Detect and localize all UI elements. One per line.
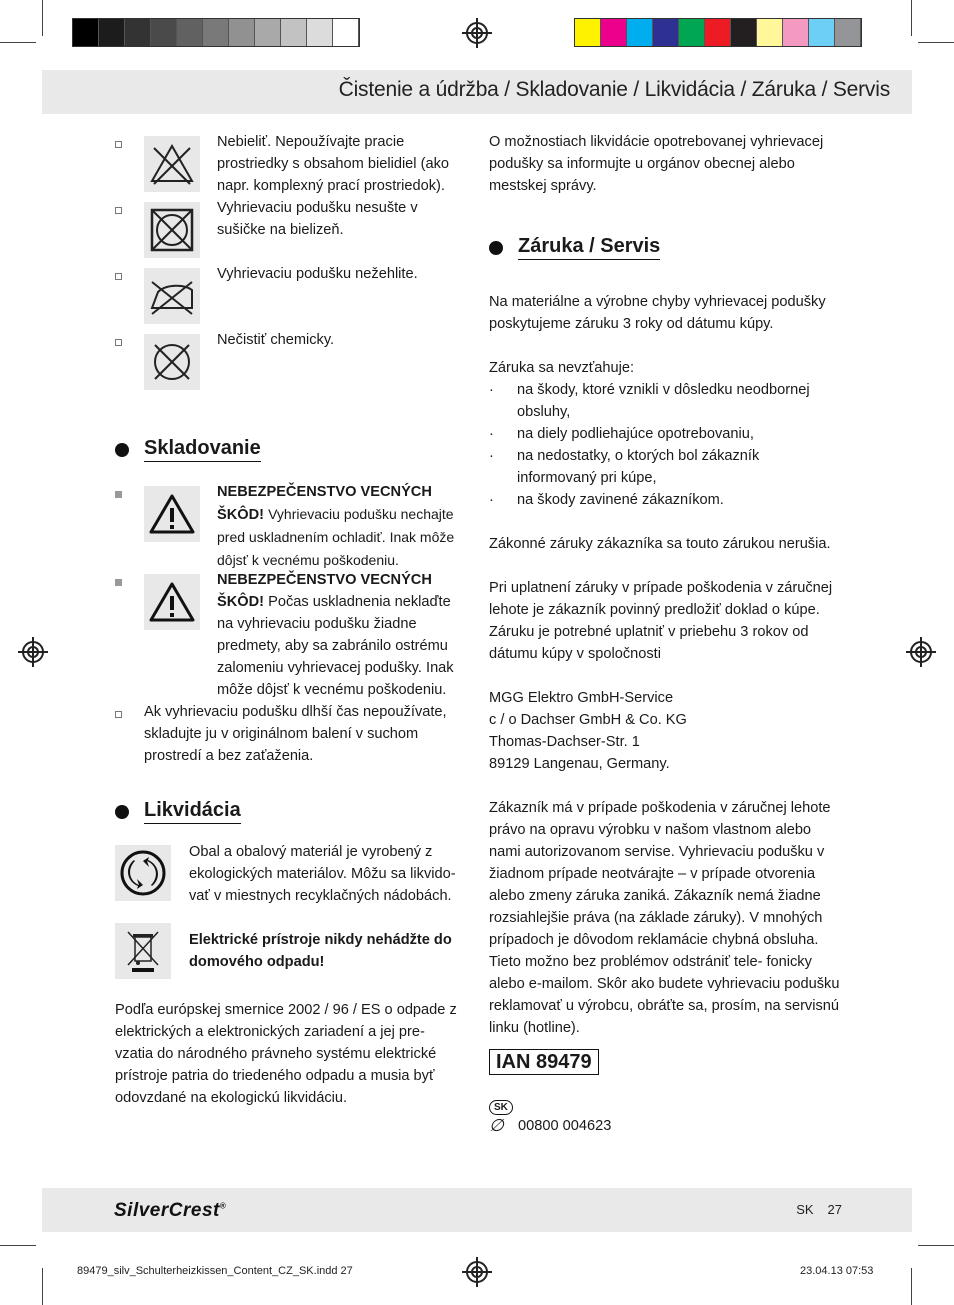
disposal-info-text: O možnostiach likvidácie opotrebovanej vyhrievacej podušky sa informujte u orgánov obecnej alebo mestskej správy. xyxy=(489,134,824,194)
country-badge: SK xyxy=(489,1100,513,1115)
warning-text: NEBEZPEČENSTVO VECNÝCH ŠKÔD! Vyhrievaciu podušku nechajte pred uskladnením ochladiť. Inak môže dôjsť k vecnému poškodeniu. xyxy=(217,484,455,568)
crop-mark xyxy=(911,0,912,36)
green-dot-recycling-icon xyxy=(115,845,171,901)
color-swatch xyxy=(705,19,731,46)
color-swatch xyxy=(835,19,861,46)
bullet xyxy=(115,491,122,498)
color-swatch xyxy=(731,19,757,46)
gray-calibration-bar xyxy=(72,18,360,47)
header-band xyxy=(42,70,912,114)
crop-mark xyxy=(918,1245,954,1246)
address-line: MGG Elektro GmbH-Service xyxy=(489,690,674,706)
color-swatch xyxy=(783,19,809,46)
slug-file: 89479_silv_Schulterheizkissen_Content_CZ_SK.indd 27 xyxy=(77,1265,353,1277)
color-swatch xyxy=(679,19,705,46)
gray-swatch xyxy=(125,19,151,46)
exclusions-list xyxy=(489,379,841,511)
bullet: · xyxy=(489,426,494,442)
section-heading-warranty: Záruka / Servis xyxy=(489,235,841,265)
care-text: Nebieliť. Nepoužívajte pracie prostriedky s obsahom bielidiel (ako napr. komplexný prací prostriedok). xyxy=(217,134,449,194)
page-title: Čistenie a údržba / Skladovanie / Likvidácia / Záruka / Servis xyxy=(338,78,890,101)
bullet xyxy=(115,141,122,148)
color-swatch xyxy=(757,19,783,46)
slug-date: 23.04.13 07:53 xyxy=(800,1265,874,1277)
no-dry-clean-icon xyxy=(144,334,200,390)
gray-swatch xyxy=(333,19,359,46)
country-badge-row xyxy=(489,1097,841,1115)
color-calibration-bar xyxy=(574,18,862,47)
crossed-bin-icon xyxy=(115,923,171,979)
left-column xyxy=(115,131,467,1109)
bullet-dot-icon xyxy=(115,443,129,457)
crop-mark xyxy=(918,42,954,43)
warning-text: NEBEZPEČENSTVO VECNÝCH ŠKÔD! Počas uskladnenia neklaďte na vyhrievaciu podušku žiadne predmety, aby sa zabránilo ostrému zalomeniu vyhrievacej podušky. Inak môže dôjsť k vecnému poškodeniu. xyxy=(217,572,454,698)
phone-icon: ∅ xyxy=(489,1116,504,1135)
crop-mark xyxy=(42,1268,43,1305)
exclusion-item: · na škody, ktoré vznikli v dôsledku neodbornej obsluhy, xyxy=(489,379,841,423)
care-text: Nečistiť chemicky. xyxy=(217,332,335,348)
address-line: Thomas-Dachser-Str. 1 xyxy=(489,734,640,750)
care-item-no-dry-clean xyxy=(115,329,467,437)
care-text: Vyhrievaciu podušku nesušte v sušičke na bielizeň. xyxy=(217,200,418,238)
crop-mark xyxy=(911,1268,912,1305)
care-item-no-tumble-dry xyxy=(115,197,467,263)
registration-mark-icon xyxy=(466,22,488,44)
gray-swatch xyxy=(99,19,125,46)
exclusion-item: · na nedostatky, o ktorých bol zákazník informovaný pri kúpe, xyxy=(489,445,841,489)
color-swatch xyxy=(627,19,653,46)
section-heading-disposal: Likvidácia xyxy=(115,799,467,829)
address-line: c / o Dachser GmbH & Co. KG xyxy=(489,712,687,728)
storage-tip-text: Ak vyhrievaciu podušku dlhší čas nepoužívate, skladujte ju v originálnom balení v suchom prostredí a bez zaťaženia. xyxy=(144,704,447,764)
language-code: SK xyxy=(796,1202,814,1217)
gray-swatch xyxy=(281,19,307,46)
registration-mark-icon xyxy=(22,641,44,663)
disposal-packaging xyxy=(115,841,467,923)
address-line: 89129 Langenau, Germany. xyxy=(489,756,670,772)
ian-number: IAN 89479 xyxy=(489,1049,599,1075)
color-swatch xyxy=(809,19,835,46)
gray-swatch xyxy=(177,19,203,46)
repair-text: Zákazník má v prípade poškodenia v záručnej lehote právo na opravu výrobku v našom vlastnom alebo nami autorizovanom servise. Vyhrievaciu podušku v žiadnom prípade neotvárajte – v prípade otvorenia alebo zmeny záruka zaniká. Zákazník nemá žiadne rozsiahlejšie práva (na základe záruky). V mnohých prípadoch je dôvodom reklamácie chybná obsluha. Tieto možno bez problémov odstrániť tele- fonicky alebo e-mailom. Skôr ako budete vyhrievaciu podušku reklamovať u výrobcu, obráťte sa, prosím, na servisnú linku (hotline). xyxy=(489,800,840,1036)
warning-triangle-icon xyxy=(144,574,200,630)
care-text: Vyhrievaciu podušku nežehlite. xyxy=(217,266,418,282)
weee-warning-text: Elektrické prístroje nikdy nehádžte do domového odpadu! xyxy=(189,932,452,970)
gray-swatch xyxy=(203,19,229,46)
directive-text: Podľa európskej smernice 2002 / 96 / ES o odpade z elektrických a elektronických zariadení a jej pre- vzatia do národného právneho systému elektrické prístroje patria do triedeného odpadu a musia byť odovzdané na ekologickú likvidáciu. xyxy=(115,1002,457,1106)
bullet xyxy=(115,273,122,280)
bullet xyxy=(115,207,122,214)
no-tumble-dry-icon xyxy=(144,202,200,258)
gray-swatch xyxy=(229,19,255,46)
exclusion-item: · na škody zavinené zákazníkom. xyxy=(489,489,841,511)
claim-text: Pri uplatnení záruky v prípade poškodenia v záručnej lehote je zákazník povinný predložiť doklad o kúpe. Záruku je potrebné uplatniť v priebehu 3 rokov od dátumu kúpy v spoločnosti xyxy=(489,580,833,662)
packaging-text: Obal a obalový materiál je vyrobený z ekologických materiálov. Môžu sa likvido- vať v miestnych recyklačných nádobách. xyxy=(189,844,456,904)
storage-warning-2 xyxy=(115,569,467,701)
gray-swatch xyxy=(73,19,99,46)
crop-mark xyxy=(0,1245,36,1246)
gray-swatch xyxy=(255,19,281,46)
warranty-intro: Na materiálne a výrobne chyby vyhrievacej podušky poskytujeme záruku 3 roky od dátumu kúpy. xyxy=(489,294,826,332)
disposal-weee xyxy=(115,923,467,999)
legal-text: Zákonné záruky zákazníka sa touto zárukou nerušia. xyxy=(489,536,831,552)
page-number: 27 xyxy=(827,1202,842,1217)
storage-warning-1 xyxy=(115,481,467,569)
brand-logo: SilverCrest® xyxy=(114,1200,227,1221)
bullet xyxy=(115,339,122,346)
bullet: · xyxy=(489,382,494,398)
phone-row xyxy=(489,1115,841,1139)
page-info xyxy=(782,1202,842,1217)
color-swatch xyxy=(601,19,627,46)
service-address xyxy=(489,687,841,775)
bullet xyxy=(115,579,122,586)
color-swatch xyxy=(653,19,679,46)
care-item-no-bleach xyxy=(115,131,467,197)
bullet-dot-icon xyxy=(489,241,503,255)
color-swatch xyxy=(575,19,601,46)
bullet-dot-icon xyxy=(115,805,129,819)
phone-number[interactable]: 00800 004623 xyxy=(518,1118,612,1134)
crop-mark xyxy=(42,0,43,36)
storage-tip xyxy=(115,701,467,799)
bullet: · xyxy=(489,448,494,464)
bullet: · xyxy=(489,492,494,508)
ian-box xyxy=(489,1049,841,1075)
no-bleach-icon xyxy=(144,136,200,192)
exclusion-item: · na diely podliehajúce opotrebovaniu, xyxy=(489,423,841,445)
footer-band xyxy=(42,1188,912,1232)
bullet xyxy=(115,711,122,718)
right-column xyxy=(489,131,841,1139)
warning-triangle-icon xyxy=(144,486,200,542)
care-item-no-iron xyxy=(115,263,467,329)
section-heading-storage: Skladovanie xyxy=(115,437,467,467)
gray-swatch xyxy=(151,19,177,46)
registration-mark-icon xyxy=(466,1261,488,1283)
crop-mark xyxy=(0,42,36,43)
exclusions-title: Záruka sa nevzťahuje: xyxy=(489,360,635,376)
no-iron-icon xyxy=(144,268,200,324)
registration-mark-icon xyxy=(910,641,932,663)
gray-swatch xyxy=(307,19,333,46)
